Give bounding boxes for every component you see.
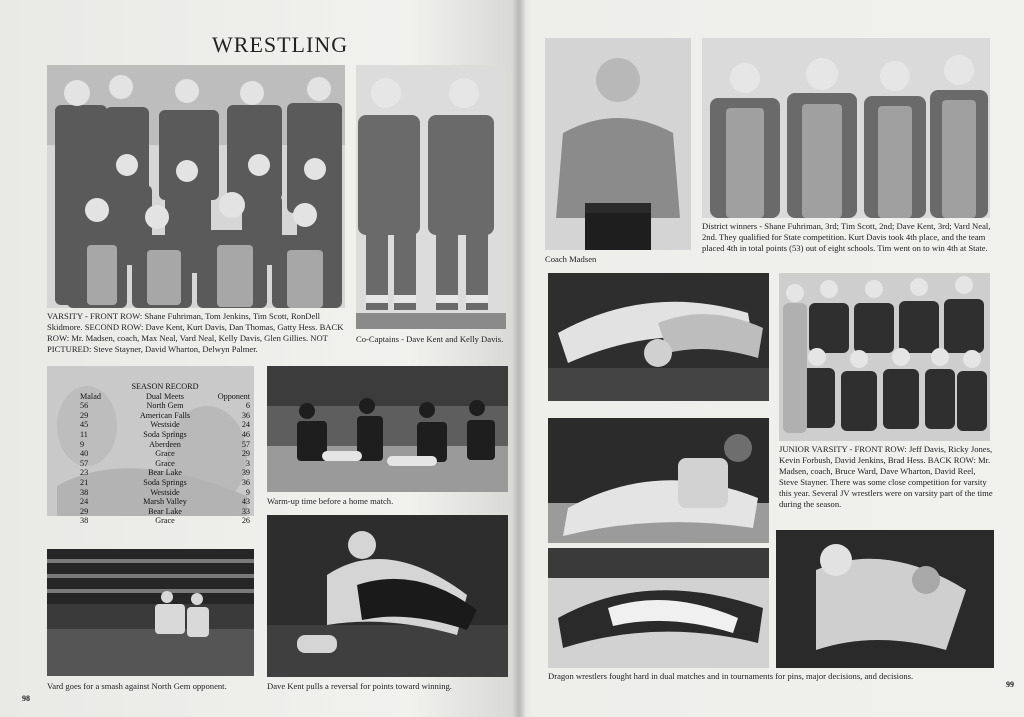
season-record-row: [80, 420, 250, 430]
season-cell-score: 46: [241, 429, 250, 439]
season-cell-score: 57: [241, 439, 250, 449]
season-cell-opponent: North Gem: [146, 401, 184, 411]
season-cell-malad: 11: [80, 429, 88, 439]
action-photo-1: [548, 273, 769, 401]
season-record-row: [80, 478, 250, 488]
coach-caption: Coach Madsen: [545, 254, 597, 264]
season-record-row: [80, 430, 250, 440]
season-cell-score: 26: [241, 516, 250, 526]
season-cell-malad: 56: [80, 401, 89, 411]
season-record-row: [80, 488, 250, 498]
season-record-row: [80, 411, 250, 421]
junior-varsity-caption: JUNIOR VARSITY - FRONT ROW: Jeff Davis, Ricky Jones, Kevin Forbush, David Jenkins, Brad Hess. BACK ROW: Mr. Madsen, coach, Bruce Ward, Dave Wharton, David Reel, Steve Stayner. There was some close competition for varsity this year. Several JV wrestlers were on varsity part of the time during the season.: [779, 444, 993, 509]
season-record-row: [80, 401, 250, 411]
dave-kent-photo: [267, 515, 508, 677]
season-cell-score: 3: [245, 458, 250, 468]
season-record-row: [80, 459, 250, 469]
varsity-caption: VARSITY - FRONT ROW: Shane Fuhriman, Tom Jenkins, Tim Scott, RonDell Skidmore. SECOND ROW: Dave Kent, Kurt Davis, Dan Thomas, Gatty Hess. BACK ROW: Mr. Madsen, coach, Max Neal, Vard Neal, Kelly Davis, Glen Gillies. NOT PICTURED: Steve Stayner, David Wharton, Delwyn Palmer.: [47, 311, 344, 354]
varsity-team-photo: [47, 65, 345, 308]
dragon-caption: Dragon wrestlers fought hard in dual matches and in tournaments for pins, major decisions, and decisions.: [548, 671, 914, 681]
season-cell-score: 6: [245, 401, 250, 411]
season-col-malad: Malad: [80, 391, 101, 401]
season-cell-malad: 29: [80, 410, 89, 420]
season-cell-score: 29: [241, 449, 250, 459]
action-photo-2: [548, 418, 769, 543]
season-cell-opponent: Soda Springs: [143, 429, 187, 439]
season-cell-score: 24: [241, 420, 250, 430]
season-cell-opponent: Grace: [155, 458, 175, 468]
season-cell-malad: 29: [80, 506, 89, 516]
season-cell-malad: 21: [80, 477, 89, 487]
season-cell-opponent: Westside: [150, 487, 180, 497]
season-record-table: [80, 382, 250, 526]
season-cell-malad: 40: [80, 449, 89, 459]
season-record-row: [80, 507, 250, 517]
junior-varsity-photo: [779, 273, 990, 441]
page-number-right: 99: [1006, 680, 1014, 689]
action-photo-4: [776, 530, 994, 668]
season-cell-opponent: Aberdeen: [149, 439, 181, 449]
season-cell-malad: 23: [80, 468, 89, 478]
season-record-row: [80, 449, 250, 459]
season-cell-opponent: Bear Lake: [148, 468, 182, 478]
season-record-title: SEASON RECORD: [131, 382, 199, 391]
cocaptains-photo: [356, 65, 506, 329]
season-cell-malad: 45: [80, 420, 89, 430]
season-cell-opponent: Westside: [150, 420, 180, 430]
action-photo-3: [548, 548, 769, 668]
season-cell-opponent: Bear Lake: [148, 506, 182, 516]
season-record-row: [80, 497, 250, 507]
season-cell-opponent: Grace: [155, 516, 175, 526]
dave-kent-caption: Dave Kent pulls a reversal for points toward winning.: [267, 681, 452, 691]
page-title: WRESTLING: [212, 32, 349, 57]
vard-photo: [47, 549, 254, 676]
page-number-left: 98: [22, 694, 30, 703]
season-cell-malad: 38: [80, 487, 89, 497]
season-cell-score: 43: [241, 497, 250, 507]
season-cell-opponent: Grace: [155, 449, 175, 459]
season-cell-score: 36: [241, 477, 250, 487]
season-cell-malad: 24: [80, 497, 89, 507]
season-cell-score: 9: [245, 487, 250, 497]
vard-caption: Vard goes for a smash against North Gem opponent.: [47, 681, 227, 691]
season-record-row: [80, 468, 250, 478]
warmup-caption: Warm-up time before a home match.: [267, 496, 394, 506]
season-cell-opponent: Marsh Valley: [143, 497, 187, 507]
season-cell-malad: 9: [80, 439, 85, 449]
season-record-row: [80, 440, 250, 450]
season-cell-malad: 57: [80, 458, 89, 468]
season-cell-opponent: Soda Springs: [143, 477, 187, 487]
season-col-opponent: Opponent: [217, 391, 250, 401]
season-record-row: [80, 516, 250, 526]
season-cell-score: 39: [241, 468, 250, 478]
season-cell-malad: 38: [80, 516, 89, 526]
season-cell-opponent: American Falls: [139, 410, 191, 420]
warmup-photo: [267, 366, 508, 492]
page-gutter: [512, 0, 526, 717]
season-col-dual-meets: Dual Meets: [146, 391, 184, 401]
season-cell-score: 33: [241, 506, 250, 516]
season-cell-score: 36: [241, 410, 250, 420]
district-winners-photo: [702, 38, 990, 218]
coach-madsen-photo: [545, 38, 691, 250]
cocaptains-caption: Co-Captains - Dave Kent and Kelly Davis.: [356, 334, 504, 344]
district-caption: District winners - Shane Fuhriman, 3rd; Tim Scott, 2nd; Dave Kent, 3rd; Vard Neal, 2nd. They qualified for State competition. Kurt Davis took 4th place, and the team placed 4th in total points (53) out of eight schools. Tim went on to win 4th at State.: [702, 221, 991, 253]
